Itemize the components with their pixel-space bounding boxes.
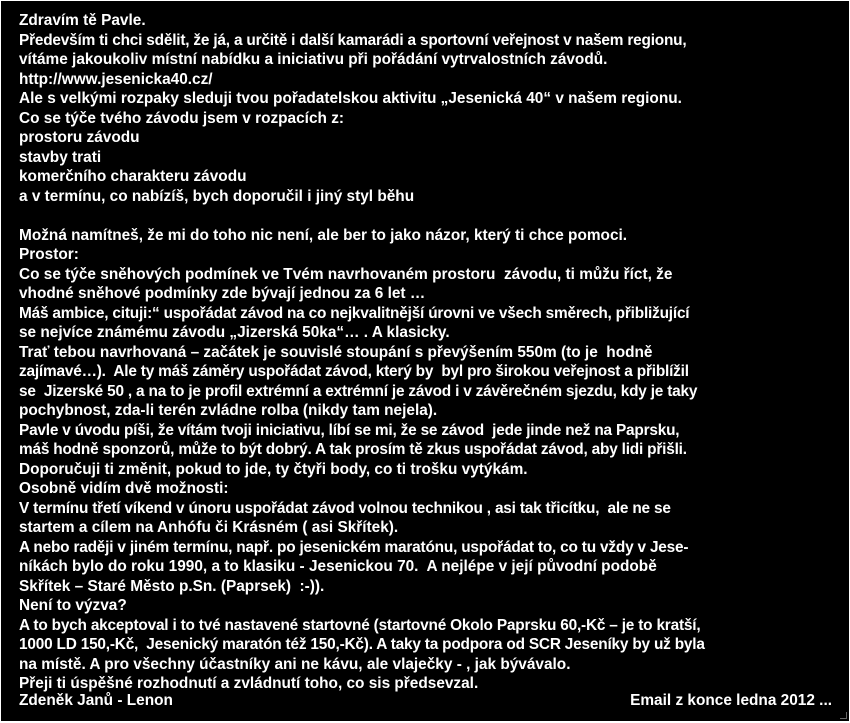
text-line: Pavle v úvodu píši, že vítám tvoji iniciativu, líbí se mi, že se závod jede jinde než na Paprsku, xyxy=(19,421,680,439)
text-line: a v termínu, co nabízíš, bych doporučil i jiný styl běhu xyxy=(19,187,415,205)
text-line xyxy=(19,206,839,226)
letter-document xyxy=(1,1,849,721)
text-line: http://www.jesenicka40.cz/ xyxy=(19,70,213,88)
text-line: A to bych akceptoval i to tvé nastavené startovné (startovné Okolo Paprsku 60,-Kč – je to kratší, xyxy=(19,616,701,634)
text-line: stavby trati xyxy=(19,148,102,166)
text-line: prostoru závodu xyxy=(19,129,140,146)
email-date-note: Email z konce ledna 2012 ... xyxy=(630,692,832,709)
text-line: Zdravím tě Pavle. xyxy=(19,12,146,29)
text-line: Přeji ti úspěšné rozhodnutí a zvládnutí toho, co sis předsevzal. xyxy=(19,675,479,692)
signature: Zdeněk Janů - Lenon xyxy=(19,692,173,709)
text-line: Doporučuji ti změnit, pokud to jde, ty čtyři body, co ti trošku vytýkám. xyxy=(19,460,528,478)
text-line: startem a cílem na Anhófu či Krásném ( asi Skřítek). xyxy=(19,519,399,536)
text-line: níkách bylo do roku 1990, a to klasiku - Jesenickou 70. A nejlépe v její původní podobě xyxy=(19,558,657,575)
text-line: Osobně vidím dvě možnosti: xyxy=(19,480,229,497)
text-line: Trať tebou navrhovaná – začátek je souvislé stoupání s převýšením 550m (to je hodně xyxy=(19,343,653,361)
text-line: Skřítek – Staré Město p.Sn. (Paprsek) :-)). xyxy=(19,577,325,595)
text-line: Možná namítneš, že mi do toho nic není, ale ber to jako názor, který ti chce pomoci. xyxy=(19,226,628,244)
text-line: pochybnost, zda-li terén zvládne rolba (nikdy tam nejela). xyxy=(19,402,438,419)
text-line: se Jizerské 50 , a na to je profil extrémní a extrémní je závod i v závěrečném sjezdu, kdy je taky xyxy=(19,382,698,400)
text-line: zajímavé…). Ale ty máš záměry uspořádat závod, který by byl pro širokou veřejnost a přiblížil xyxy=(19,363,689,380)
text-line: V termínu třetí víkend v únoru uspořádat závod volnou technikou , asi tak třicítku, ale ne se xyxy=(19,499,671,517)
text-line: komerčního charakteru závodu xyxy=(19,168,247,185)
text-line: Máš ambice, cituji:“ uspořádat závod na co nejkvalitnější úrovni ve všech směrech, přibližující xyxy=(19,304,690,322)
text-line: Především ti chci sdělit, že já, a určitě i další kamarádi a sportovní veřejnost v našem regionu, xyxy=(19,31,687,49)
text-line: 1000 LD 150,-Kč, Jesenický maratón též 150,-Kč). A taky ta podpora od SCR Jeseníky by už byla xyxy=(19,636,705,653)
text-line: máš hodně sponzorů, může to být dobrý. A tak prosím tě zkus uspořádat závod, aby lidi přišli. xyxy=(19,441,687,458)
text-line: na místě. A pro všechny účastníky ani ne kávu, ale vlaječky - , jak bývávalo. xyxy=(19,655,571,673)
text-line: A nebo raději v jiném termínu, např. po jesenickém maratónu, uspořádat to, co tu vždy v Jese- xyxy=(19,538,689,556)
text-line: vítáme jakoukoliv místní nabídku a iniciativu při pořádání vytrvalostních závodů. xyxy=(19,51,608,68)
letter-body xyxy=(19,11,839,694)
text-line: Co se týče tvého závodu jsem v rozpacích z: xyxy=(19,109,345,127)
text-line: vhodné sněhové podmínky zde bývají jednou za 6 let … xyxy=(19,285,426,302)
text-line: Prostor: xyxy=(19,246,79,263)
corner-mark xyxy=(840,712,847,719)
text-line: se nejvíce známému závodu „Jizerská 50ka“… . A klasicky. xyxy=(19,324,450,341)
text-line: Ale s velkými rozpaky sleduji tvou pořadatelskou aktivitu „Jesenická 40“ v našem regionu. xyxy=(19,90,682,107)
text-line: Co se týče sněhových podmínek ve Tvém navrhovaném prostoru závodu, ti můžu říct, že xyxy=(19,265,673,283)
text-line: Není to výzva? xyxy=(19,597,127,614)
